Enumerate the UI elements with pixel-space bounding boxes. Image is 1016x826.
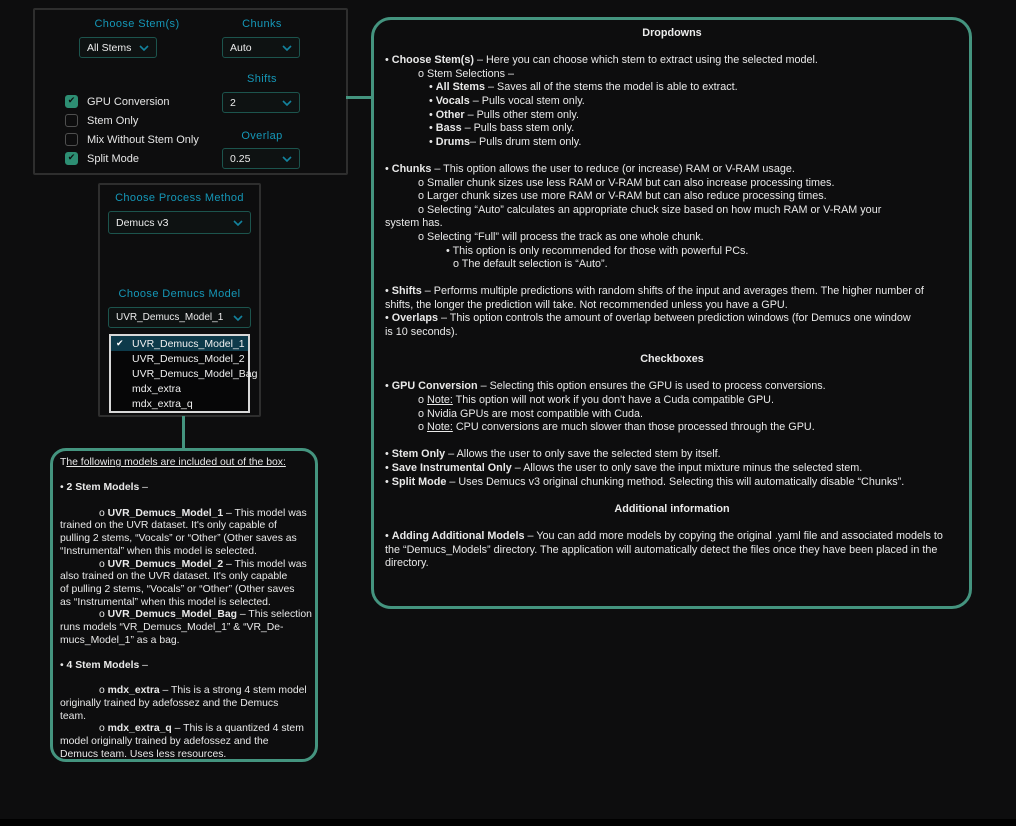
text-line: originally trained by adefossez and the Demucs — [60, 698, 279, 710]
checkbox-group — [65, 92, 199, 168]
text-line: model originally trained by adefossez and the — [60, 736, 269, 748]
text-line: o Note: This option will not work if you don't have a Cuda compatible GPU. — [418, 394, 774, 407]
text-line: o mdx_extra – This is a strong 4 stem model — [99, 685, 307, 697]
blank-line — [385, 149, 959, 163]
text-line: • Split Mode – Uses Demucs v3 original chunking method. Selecting this will automatically disable “Chunks”. — [385, 475, 905, 488]
models-note-text — [60, 457, 310, 762]
blank-line — [60, 495, 310, 508]
models-note-box — [50, 448, 318, 762]
checkbox-label: Stem Only — [87, 114, 139, 127]
text-line: trained on the UVR dataset. It's only capable of — [60, 520, 277, 532]
text-line: o UVR_Demucs_Model_Bag – This selection — [99, 609, 312, 621]
text-line: • Save Instrumental Only – Allows the user to only save the input mixture minus the selected stem. — [385, 462, 863, 474]
text-line: • Chunks – This option allows the user to reduce (or increase) RAM or V-RAM usage. — [385, 162, 795, 175]
checkbox-unchecked[interactable] — [65, 114, 78, 127]
text-line: The following models are included out of the box: — [60, 457, 286, 468]
text-line: Demucs team. Uses less resources. — [60, 748, 227, 760]
settings-panel — [33, 8, 348, 175]
blank-line — [385, 41, 959, 55]
text-line: • 4 Stem Models – — [60, 660, 148, 671]
chevron-down-icon — [282, 45, 292, 51]
text-line: • Bass – Pulls bass stem only. — [429, 122, 575, 135]
text-line: • Vocals – Pulls vocal stem only. — [429, 94, 585, 107]
blank-line — [60, 673, 310, 686]
model-option-label: UVR_Demucs_Model_1 — [132, 337, 245, 350]
help-text — [385, 27, 959, 571]
checkbox-row-gpu-conversion[interactable] — [65, 92, 199, 111]
blank-line — [385, 367, 959, 381]
text-line: • Overlaps – This option controls the amount of overlap between prediction windows (for Demucs one window — [385, 312, 911, 325]
checkmark-icon: ✔ — [116, 338, 124, 349]
stems-select[interactable] — [79, 37, 157, 58]
stems-select-value: All Stems — [87, 41, 132, 54]
text-line: • 2 Stem Models – — [60, 482, 148, 494]
chevron-down-icon — [282, 100, 292, 106]
text-line: • Other – Pulls other stem only. — [429, 108, 579, 121]
demucs-model-label: Choose Demucs Model — [118, 288, 241, 300]
text-line: of pulling 2 stems, “Vocals” or “Other” (Other saves — [60, 583, 295, 595]
chunks-select[interactable] — [222, 37, 300, 58]
model-option-label: UVR_Demucs_Model_Bag — [132, 367, 258, 380]
chevron-down-icon — [139, 45, 149, 51]
model-option-uvr-demucs-model-1[interactable] — [111, 336, 248, 351]
text-line: as “Instrumental” when this model is selected. — [60, 596, 271, 608]
text-line: o Selecting “Full” will process the track as one whole chunk. — [418, 230, 704, 243]
checkbox-row-stem-only[interactable] — [65, 111, 199, 130]
model-option-label: UVR_Demucs_Model_2 — [132, 352, 245, 365]
text-line: team. — [60, 710, 86, 722]
text-line: o Larger chunk sizes use more RAM or V-RAM but can also reduce processing times. — [418, 190, 827, 203]
text-line: runs models “VR_Demucs_Model_1” & “VR_De- — [60, 621, 284, 633]
text-line: • Choose Stem(s) – Here you can choose which stem to extract using the selected model. — [385, 54, 818, 67]
shifts-label: Shifts — [247, 73, 277, 85]
model-option-label: mdx_extra — [132, 382, 182, 395]
text-line: mucs_Model_1” as a bag. — [60, 634, 180, 646]
shifts-select[interactable] — [222, 92, 300, 113]
blank-line — [60, 470, 310, 483]
checkbox-unchecked[interactable] — [65, 133, 78, 146]
text-line: • Shifts – Performs multiple predictions with random shifts of the input and averages them. The higher number of — [385, 285, 924, 298]
process-method-label: Choose Process Method — [115, 192, 244, 204]
connector-line-horizontal — [346, 96, 371, 99]
blank-line — [60, 647, 310, 660]
checkbox-row-split-mode[interactable] — [65, 149, 199, 168]
text-line: o UVR_Demucs_Model_2 – This model was — [99, 558, 307, 570]
overlap-label: Overlap — [241, 130, 283, 142]
model-option-mdx-extra-q[interactable] — [111, 396, 248, 411]
blank-line — [385, 340, 959, 354]
text-line: o Note: CPU conversions are much slower than those processed through the GPU. — [418, 421, 815, 434]
text-line: • Drums– Pulls drum stem only. — [429, 135, 582, 148]
text-line: • This option is only recommended for those with powerful PCs. — [446, 244, 749, 257]
text-line: also trained on the UVR dataset. It's only capable — [60, 571, 288, 583]
text-line: • Adding Additional Models – You can add more models by copying the original .yaml file and associated models to — [385, 529, 943, 542]
text-line: the “Demucs_Models” directory. The application will automatically detect the files once they have been placed in the — [385, 543, 938, 556]
model-option-label: mdx_extra_q — [132, 397, 193, 410]
checkbox-checked[interactable]: ✔ — [65, 95, 78, 108]
text-line: o mdx_extra_q – This is a quantized 4 stem — [99, 723, 304, 735]
model-option-uvr-demucs-model-bag[interactable] — [111, 366, 258, 381]
model-option-mdx-extra[interactable] — [111, 381, 248, 396]
demucs-model-select[interactable] — [108, 307, 251, 328]
text-line: shifts, the longer the prediction will take. Not recommended unless you have a GPU. — [385, 298, 788, 311]
text-line: pulling 2 stems, “Vocals” or “Other” (Other saves as — [60, 533, 297, 545]
section-heading: Checkboxes — [640, 353, 704, 366]
checkbox-label: Mix Without Stem Only — [87, 133, 199, 146]
text-line: o Selecting “Auto” calculates an appropriate chuck size based on how much RAM or V-RAM your — [418, 203, 882, 216]
text-line: system has. — [385, 217, 443, 230]
chevron-down-icon — [233, 315, 243, 321]
chunks-label: Chunks — [242, 18, 282, 30]
text-line: directory. — [385, 557, 429, 570]
text-line: • Stem Only – Allows the user to only save the selected stem by itself. — [385, 448, 721, 461]
blank-line — [385, 435, 959, 449]
checkbox-row-mix-without-stem-only[interactable] — [65, 130, 199, 149]
blank-line — [385, 489, 959, 503]
chunks-select-value: Auto — [230, 41, 252, 54]
stems-label: Choose Stem(s) — [94, 18, 180, 30]
chevron-down-icon — [282, 156, 292, 162]
bottom-strip — [0, 819, 1016, 826]
section-heading: Additional information — [614, 502, 730, 515]
chevron-down-icon — [233, 220, 243, 226]
process-method-select-value: Demucs v3 — [116, 216, 169, 229]
connector-line-vertical — [182, 416, 185, 449]
blank-line — [385, 516, 959, 530]
help-box — [371, 17, 972, 609]
overlap-select-value: 0.25 — [230, 152, 251, 165]
text-line: o Smaller chunk sizes use less RAM or V-RAM but can also increase processing times. — [418, 176, 835, 189]
model-option-uvr-demucs-model-2[interactable] — [111, 351, 248, 366]
overlap-select[interactable] — [222, 148, 300, 169]
section-heading: Dropdowns — [642, 27, 702, 39]
text-line: • All Stems – Saves all of the stems the model is able to extract. — [429, 81, 738, 94]
text-line: o UVR_Demucs_Model_1 – This model was — [99, 507, 307, 519]
text-line: • GPU Conversion – Selecting this option ensures the GPU is used to process conversions. — [385, 380, 826, 393]
text-line: o Nvidia GPUs are most compatible with Cuda. — [418, 407, 644, 420]
text-line: “Instrumental” when this model is selected. — [60, 545, 257, 557]
checkbox-label: Split Mode — [87, 152, 139, 165]
text-line: o Stem Selections – — [418, 67, 515, 80]
checkbox-label: GPU Conversion — [87, 95, 170, 108]
model-options-list — [109, 334, 258, 413]
shifts-select-value: 2 — [230, 96, 236, 109]
text-line: is 10 seconds). — [385, 326, 458, 339]
text-line: o The default selection is “Auto”. — [453, 258, 608, 271]
demucs-model-select-value: UVR_Demucs_Model_1 — [116, 312, 224, 323]
checkbox-checked[interactable]: ✔ — [65, 152, 78, 165]
blank-line — [385, 272, 959, 286]
process-method-select[interactable] — [108, 211, 251, 234]
